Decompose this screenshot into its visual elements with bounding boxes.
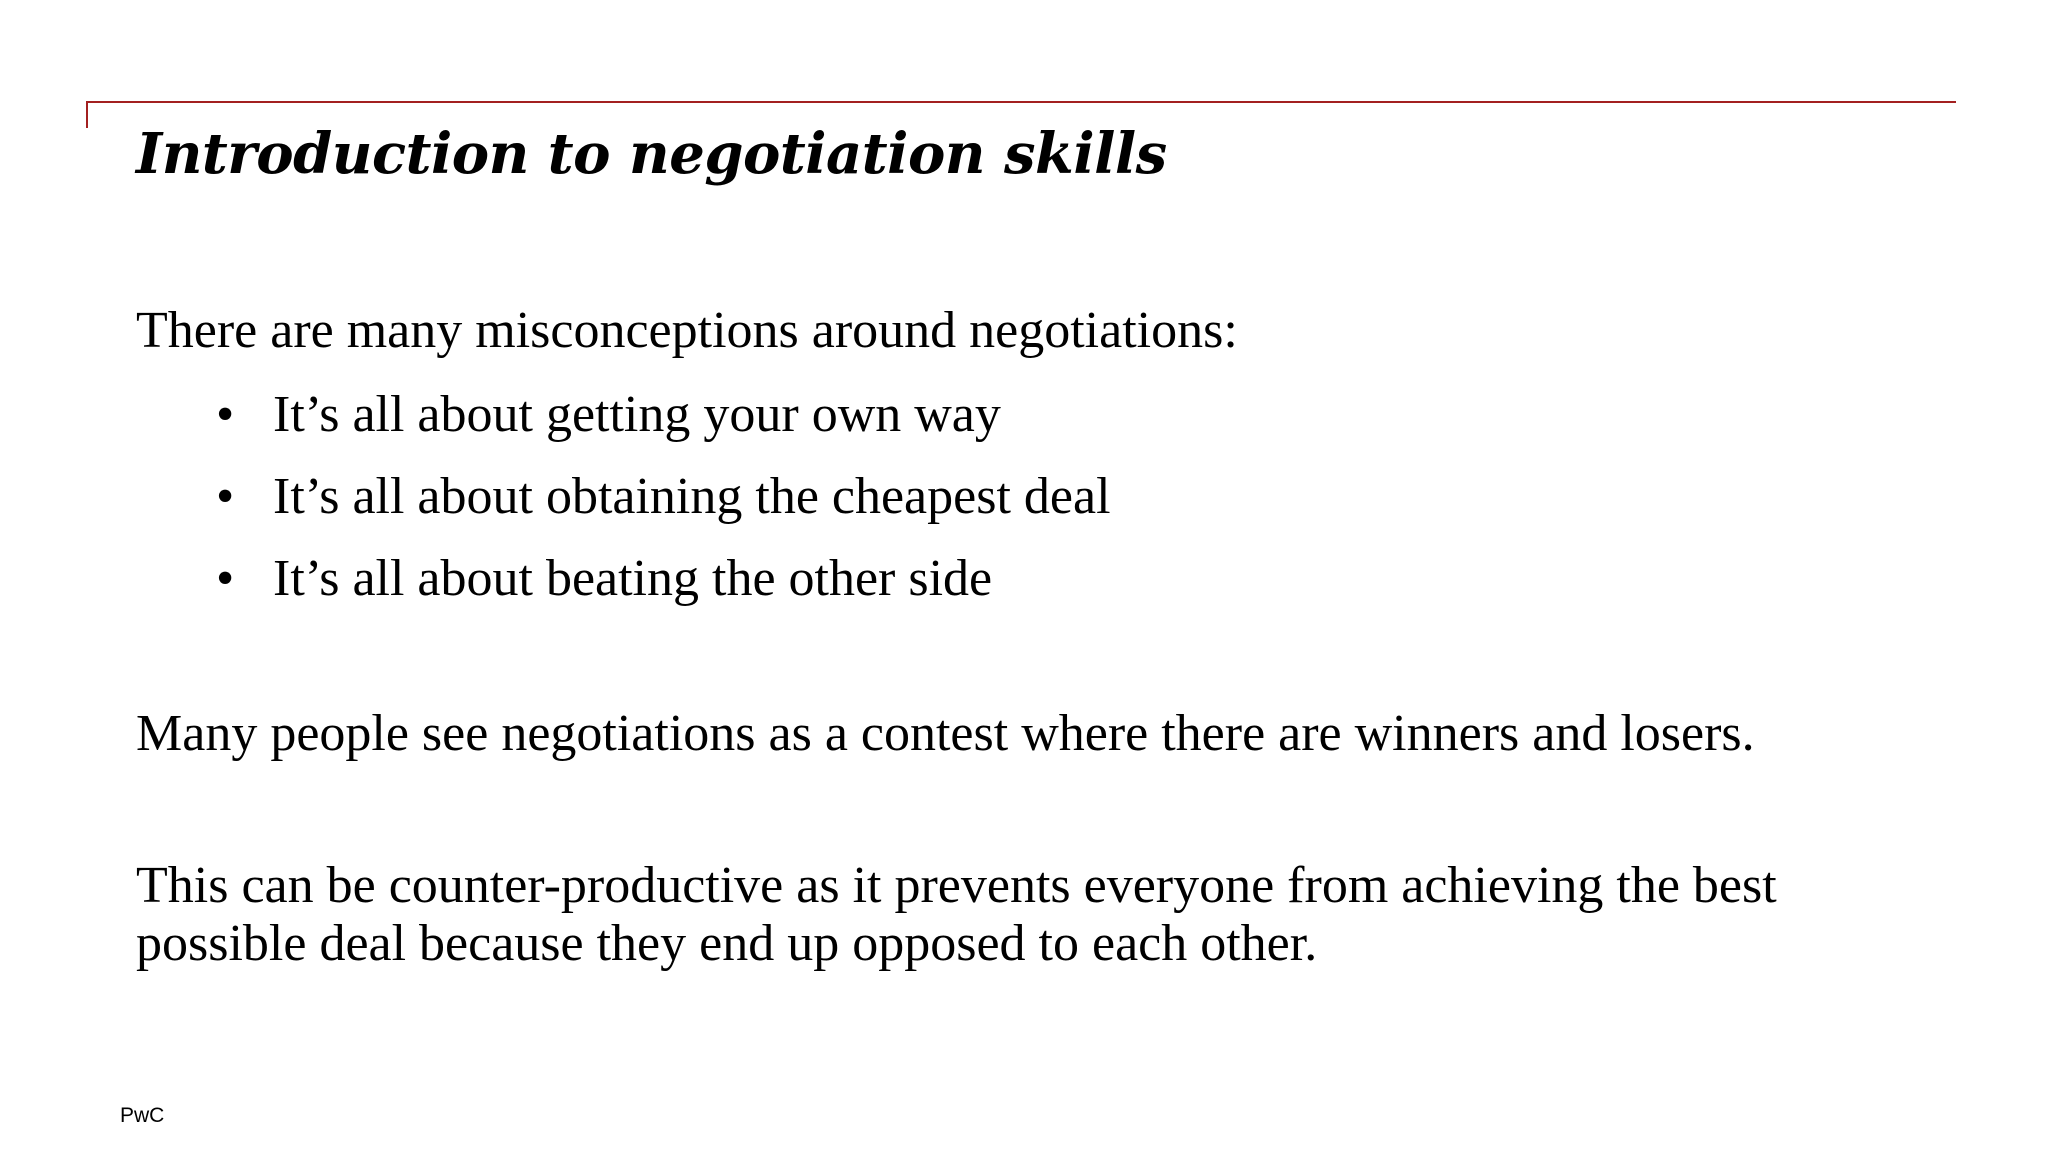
intro-text: There are many misconceptions around negotiations:	[136, 302, 1238, 359]
list-item-text: It’s all about obtaining the cheapest deal	[273, 468, 1111, 525]
list-item-text: It’s all about beating the other side	[273, 550, 993, 607]
title-rule-corner	[86, 101, 88, 128]
bullet-icon: •	[216, 468, 235, 525]
slide-title: Introduction to negotiation skills	[136, 121, 1167, 187]
contest-paragraph: Many people see negotiations as a contest where there are winners and losers.	[136, 705, 1755, 762]
bullet-icon: •	[216, 386, 235, 443]
paragraph-line: possible deal because they end up opposed to each other.	[136, 915, 1318, 972]
footer-brand: PwC	[120, 1104, 165, 1127]
paragraph-line: This can be counter-productive as it prevents everyone from achieving the best	[136, 857, 1777, 914]
bullet-icon: •	[216, 550, 235, 607]
list-item-text: It’s all about getting your own way	[273, 386, 1001, 443]
counterproductive-paragraph	[136, 857, 1936, 973]
title-rule	[86, 101, 1956, 103]
